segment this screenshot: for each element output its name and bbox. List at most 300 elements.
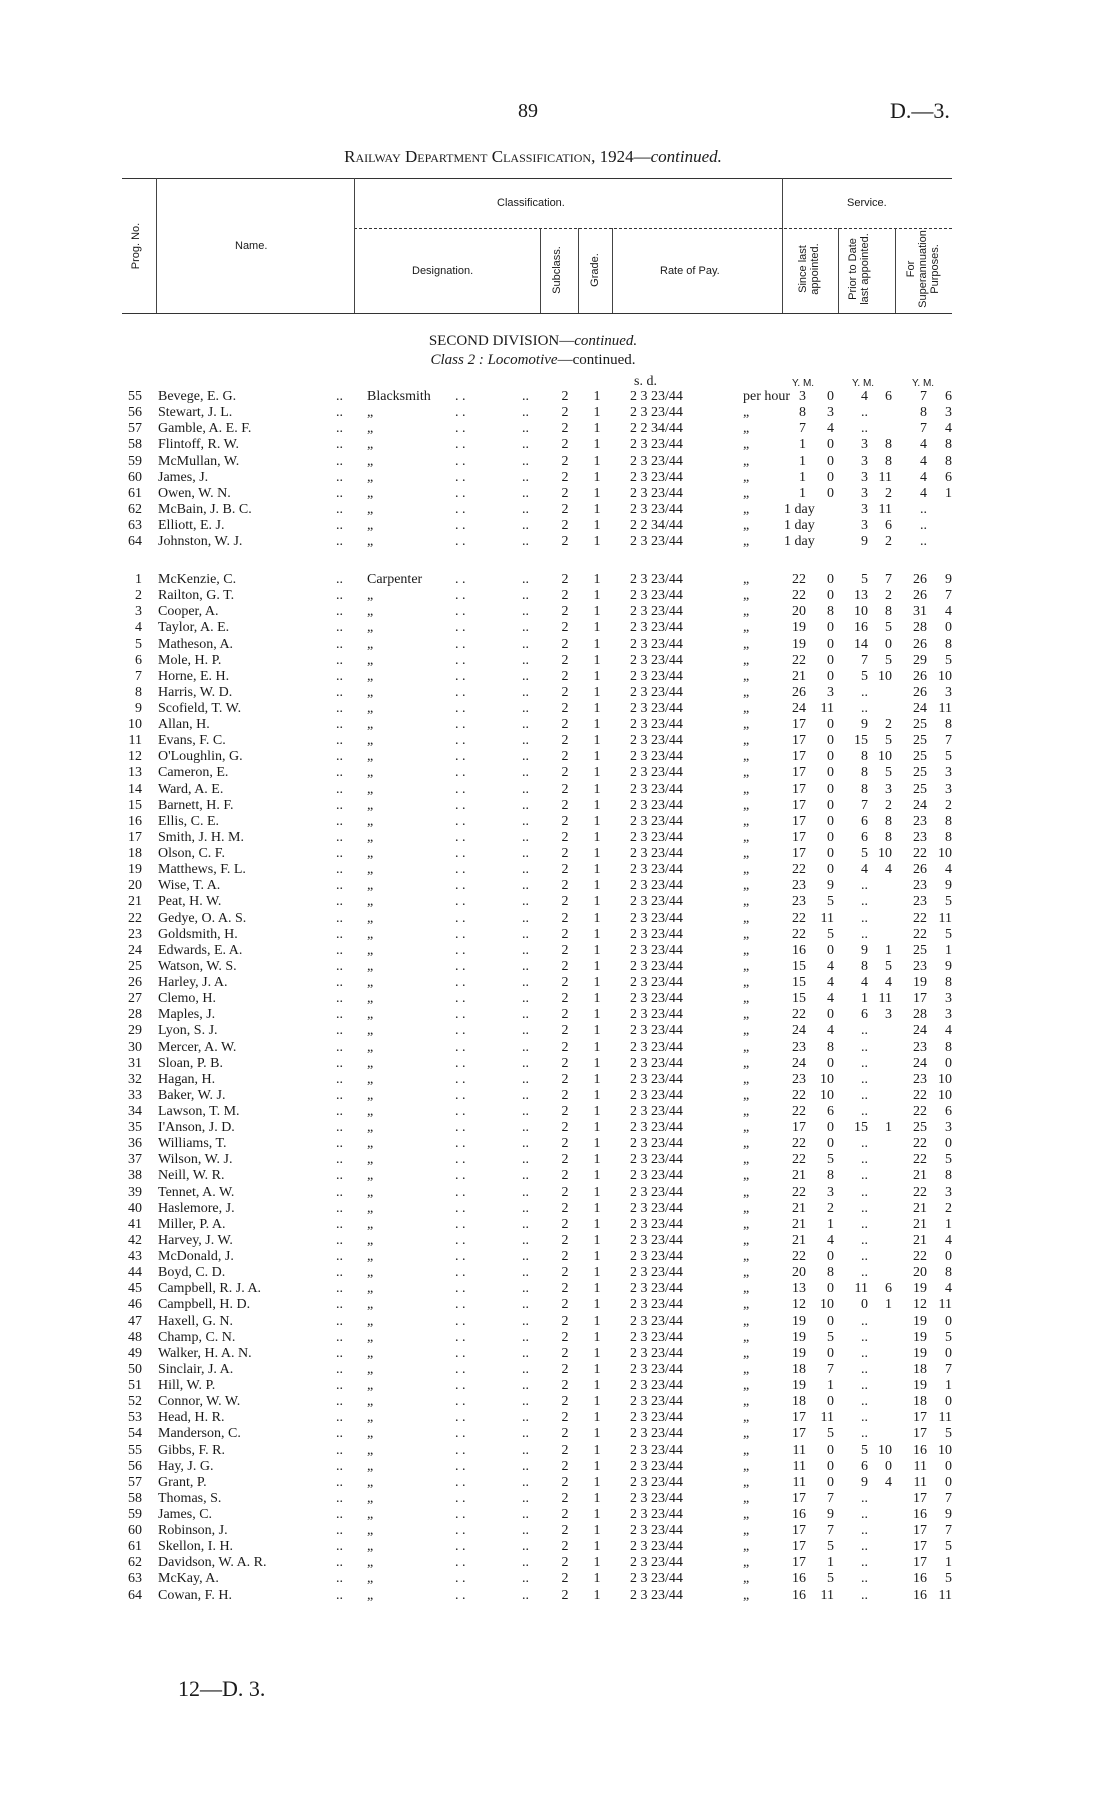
dot-leader: .. (522, 781, 529, 797)
dot-leader: .. (336, 421, 343, 437)
subclass: 2 (561, 1055, 569, 1071)
prior-months: 10 (878, 668, 892, 684)
employee-name: O'Loughlin, G. (158, 749, 243, 765)
dot-leader: .. (522, 1345, 529, 1361)
rate-of-pay: 2 3 23/44 (630, 501, 683, 517)
since-last-years: 1 (799, 469, 806, 485)
dot-leader: .. (336, 1152, 343, 1168)
employee-name: Clemo, H. (158, 991, 216, 1007)
since-last-years: 15 (792, 958, 806, 974)
super-months: 7 (945, 1523, 952, 1539)
pay-unit: „ (743, 797, 750, 813)
grade: 1 (593, 1184, 601, 1200)
pay-unit: „ (743, 846, 750, 861)
dot-leader: . . (455, 1168, 466, 1184)
prior-months: 3 (885, 781, 892, 797)
prog-no: 30 (128, 1039, 142, 1055)
rate-of-pay: 2 3 23/44 (630, 1039, 683, 1055)
header-top-rule (122, 178, 952, 179)
employee-name: Scofield, T. W. (158, 701, 242, 716)
prog-no: 23 (128, 926, 142, 942)
super-years: .. (920, 518, 927, 533)
dot-leader: .. (336, 1490, 343, 1506)
prog-no: 60 (128, 1523, 142, 1539)
super-months: 8 (945, 636, 952, 652)
col-divider (838, 228, 839, 313)
rate-of-pay: 2 3 23/44 (630, 1136, 683, 1152)
dot-leader: . . (455, 652, 466, 668)
rate-of-pay: 2 3 23/44 (630, 485, 683, 501)
dot-leader: .. (336, 781, 343, 797)
prior-years: .. (861, 1087, 868, 1103)
prior-months: 10 (878, 749, 892, 765)
dot-leader: . . (455, 910, 466, 926)
rate-of-pay: 2 3 23/44 (630, 389, 683, 404)
super-years: 23 (913, 894, 927, 910)
super-years: .. (920, 534, 927, 550)
dot-leader: .. (336, 1104, 343, 1119)
super-years: 26 (913, 636, 927, 652)
super-months: 4 (945, 1023, 952, 1039)
subclass: 2 (561, 1555, 569, 1571)
employee-name: Wilson, W. J. (158, 1152, 233, 1168)
prior-months: 0 (885, 1458, 892, 1474)
prior-years: .. (861, 1587, 868, 1603)
prior-years: 3 (861, 518, 868, 533)
prog-no: 6 (135, 652, 142, 668)
super-years: 23 (913, 878, 927, 894)
rate-of-pay: 2 3 23/44 (630, 1055, 683, 1071)
super-months: 3 (945, 991, 952, 1007)
prior-years: 9 (861, 942, 868, 958)
designation: „ (367, 1571, 374, 1587)
since-last-months: 8 (827, 1265, 834, 1281)
grade: 1 (593, 797, 601, 813)
grade: 1 (593, 846, 601, 861)
super-months: 0 (945, 620, 952, 636)
super-years: 24 (913, 797, 927, 813)
dot-leader: .. (522, 1087, 529, 1103)
dot-leader: . . (455, 1136, 466, 1152)
designation: „ (367, 717, 374, 733)
designation: „ (367, 813, 374, 829)
since-last-years: 17 (792, 829, 806, 845)
since-last-months: 0 (827, 485, 834, 501)
dot-leader: .. (522, 765, 529, 781)
since-last-months: 5 (827, 1329, 834, 1345)
employee-name: Robinson, J. (158, 1523, 228, 1539)
table-row (0, 486, 1114, 502)
dot-leader: . . (455, 1232, 466, 1248)
col-divider (354, 178, 355, 313)
pay-unit: „ (743, 701, 750, 716)
dot-leader: .. (522, 910, 529, 926)
prior-months: 10 (878, 1442, 892, 1458)
rate-of-pay: 2 3 23/44 (630, 1313, 683, 1329)
grade: 1 (593, 1120, 601, 1136)
dot-leader: . . (455, 1184, 466, 1200)
table-row (0, 1588, 1114, 1604)
super-years: 19 (913, 1345, 927, 1361)
prog-no: 60 (128, 469, 142, 485)
prog-no: 61 (128, 1539, 142, 1555)
dot-leader: . . (455, 1007, 466, 1023)
table-row (0, 1507, 1114, 1523)
super-years: 21 (913, 1216, 927, 1232)
rate-of-pay: 2 3 23/44 (630, 733, 683, 749)
prior-years: .. (861, 1555, 868, 1571)
designation: „ (367, 501, 374, 517)
rate-of-pay: 2 3 23/44 (630, 652, 683, 668)
dot-leader: .. (336, 829, 343, 845)
rate-of-pay: 2 3 23/44 (630, 684, 683, 700)
dot-leader: . . (455, 588, 466, 604)
dot-leader: .. (522, 1410, 529, 1426)
prog-no: 58 (128, 1490, 142, 1506)
subclass: 2 (561, 1265, 569, 1281)
dot-leader: . . (455, 1539, 466, 1555)
subclass: 2 (561, 942, 569, 958)
dot-leader: .. (336, 1313, 343, 1329)
super-years: 23 (913, 958, 927, 974)
dot-leader: . . (455, 1426, 466, 1442)
rate-of-pay: 2 3 23/44 (630, 1442, 683, 1458)
dot-leader: .. (522, 1120, 529, 1136)
prog-no: 28 (128, 1007, 142, 1023)
subclass: 2 (561, 534, 569, 550)
employee-name: McKay, A. (158, 1571, 219, 1587)
super-months: 9 (945, 572, 952, 587)
employee-name: James, C. (158, 1507, 213, 1522)
prior-months: 5 (885, 765, 892, 781)
super-years: 25 (913, 749, 927, 765)
table-row (0, 1314, 1114, 1330)
designation: „ (367, 668, 374, 684)
table-row (0, 943, 1114, 959)
page-number: 89 (518, 100, 538, 122)
dot-leader: .. (522, 668, 529, 684)
since-last-years: 7 (799, 421, 806, 437)
subclass: 2 (561, 1168, 569, 1184)
prior-years: .. (861, 1394, 868, 1410)
dot-leader: .. (522, 991, 529, 1007)
super-years: 17 (913, 991, 927, 1007)
dot-leader: .. (522, 501, 529, 517)
table-row (0, 669, 1114, 685)
rate-of-pay: 2 3 23/44 (630, 1474, 683, 1490)
prog-no: 26 (128, 975, 142, 990)
super-years: 22 (913, 846, 927, 861)
table-row (0, 454, 1114, 470)
employee-name: Neill, W. R. (158, 1168, 225, 1184)
prior-months: 8 (885, 813, 892, 829)
grade: 1 (593, 469, 601, 485)
dot-leader: . . (455, 894, 466, 910)
prior-years: .. (861, 1265, 868, 1281)
employee-name: Hay, J. G. (158, 1458, 214, 1474)
designation: „ (367, 1539, 374, 1555)
dot-leader: .. (336, 1023, 343, 1039)
dot-leader: .. (336, 1039, 343, 1055)
prog-no: 50 (128, 1361, 142, 1377)
super-years: .. (920, 501, 927, 517)
since-last-months: 0 (827, 453, 834, 469)
dot-leader: .. (522, 717, 529, 733)
prior-years: .. (861, 421, 868, 437)
grade: 1 (593, 1200, 601, 1216)
footer-signature: 12—D. 3. (178, 1676, 266, 1701)
super-months: 8 (945, 813, 952, 829)
employee-name: Barnett, H. F. (158, 797, 234, 813)
pay-unit: „ (743, 1071, 750, 1087)
since-last-years: 22 (792, 910, 806, 926)
dot-leader: .. (336, 636, 343, 652)
dot-leader: .. (336, 910, 343, 926)
employee-name: Railton, G. T. (158, 588, 235, 604)
super-years: 17 (913, 1490, 927, 1506)
since-last-months: 2 (827, 1200, 834, 1216)
employee-name: Gamble, A. E. F. (158, 421, 252, 437)
prog-no: 48 (128, 1329, 142, 1345)
super-years: 24 (913, 701, 927, 716)
table-row (0, 911, 1114, 927)
prior-months: 1 (885, 1120, 892, 1136)
since-last-years: 23 (792, 1071, 806, 1087)
dot-leader: .. (522, 1523, 529, 1539)
prog-no: 1 (135, 572, 142, 587)
pay-unit: „ (743, 620, 750, 636)
employee-name: Hagan, H. (158, 1071, 216, 1087)
grade: 1 (593, 926, 601, 942)
prior-months: 2 (885, 534, 892, 550)
designation: „ (367, 1297, 374, 1313)
pay-unit: „ (743, 1329, 750, 1345)
dot-leader: .. (336, 1184, 343, 1200)
rate-of-pay: 2 3 23/44 (630, 878, 683, 894)
dot-leader: .. (336, 518, 343, 533)
employee-name: Ward, A. E. (158, 781, 224, 797)
since-last-years: 17 (792, 1539, 806, 1555)
since-last-header: Since last appointed. (797, 243, 821, 295)
dot-leader: .. (522, 846, 529, 861)
dot-leader: .. (522, 1104, 529, 1119)
pay-unit: „ (743, 1007, 750, 1023)
subclass: 2 (561, 1120, 569, 1136)
rate-of-pay: 2 3 23/44 (630, 1410, 683, 1426)
table-row (0, 620, 1114, 636)
table-row (0, 1233, 1114, 1249)
pay-unit: „ (743, 910, 750, 926)
prior-months: 11 (878, 991, 892, 1007)
dot-leader: . . (455, 733, 466, 749)
dot-leader: .. (336, 485, 343, 501)
designation: „ (367, 1055, 374, 1071)
subclass: 2 (561, 1394, 569, 1410)
since-last-years: 19 (792, 1329, 806, 1345)
designation: „ (367, 1023, 374, 1039)
rate-of-pay: 2 3 23/44 (630, 534, 683, 550)
dot-leader: . . (455, 781, 466, 797)
grade: 1 (593, 717, 601, 733)
dot-leader: .. (336, 453, 343, 469)
grade: 1 (593, 1426, 601, 1442)
super-months: 10 (938, 1087, 952, 1103)
prog-no: 8 (135, 684, 142, 700)
prior-months: 2 (885, 797, 892, 813)
dot-leader: .. (522, 1216, 529, 1232)
pay-unit: „ (743, 1410, 750, 1426)
employee-name: Olson, C. F. (158, 846, 225, 861)
dot-leader: . . (455, 1200, 466, 1216)
pay-unit: „ (743, 1571, 750, 1587)
designation: „ (367, 534, 374, 550)
rate-of-pay: 2 3 23/44 (630, 1523, 683, 1539)
designation: „ (367, 1329, 374, 1345)
dot-leader: .. (522, 684, 529, 700)
prog-no: 41 (128, 1216, 142, 1232)
pay-unit: „ (743, 1039, 750, 1055)
grade: 1 (593, 1361, 601, 1377)
prog-no: 12 (128, 749, 142, 765)
header-bottom-rule (122, 313, 952, 314)
pay-unit: „ (743, 405, 750, 421)
super-years: 17 (913, 1555, 927, 1571)
dot-leader: .. (336, 1329, 343, 1345)
prior-months: 0 (885, 636, 892, 652)
pay-unit: „ (743, 421, 750, 437)
superannuation-header: For Superannuation Purposes. (905, 230, 941, 308)
subclass: 2 (561, 1378, 569, 1393)
prog-no: 36 (128, 1136, 142, 1152)
prior-months: 1 (885, 1297, 892, 1313)
since-last-years: 1 day (784, 518, 815, 533)
super-years: 16 (913, 1571, 927, 1587)
super-years: 29 (913, 652, 927, 668)
since-last-months: 11 (820, 910, 834, 926)
table-row (0, 1523, 1114, 1539)
since-last-months: 1 (827, 1555, 834, 1571)
since-last-years: 19 (792, 1345, 806, 1361)
table-row (0, 588, 1114, 604)
prior-years: 15 (854, 1120, 868, 1136)
document-reference: D.—3. (890, 98, 950, 123)
grade: 1 (593, 389, 601, 404)
dot-leader: .. (336, 1120, 343, 1136)
table-row (0, 862, 1114, 878)
since-last-years: 24 (792, 1055, 806, 1071)
dot-leader: . . (455, 991, 466, 1007)
subclass: 2 (561, 1184, 569, 1200)
dot-leader: . . (455, 604, 466, 620)
prog-no: 4 (135, 620, 142, 636)
grade: 1 (593, 437, 601, 453)
subclass: 2 (561, 1216, 569, 1232)
designation: „ (367, 1442, 374, 1458)
since-last-months: 0 (827, 1136, 834, 1152)
super-years: 19 (913, 1329, 927, 1345)
since-last-months: 9 (827, 878, 834, 894)
prog-no: 40 (128, 1200, 142, 1216)
super-years: 24 (913, 1055, 927, 1071)
prior-years: .. (861, 1361, 868, 1377)
designation: „ (367, 894, 374, 910)
since-last-years: 24 (792, 1023, 806, 1039)
dot-leader: . . (455, 572, 466, 587)
employee-name: Walker, H. A. N. (158, 1345, 252, 1361)
subclass: 2 (561, 813, 569, 829)
super-months: 0 (945, 1345, 952, 1361)
name-header: Name. (235, 240, 268, 252)
since-last-years: 15 (792, 991, 806, 1007)
dot-leader: . . (455, 1120, 466, 1136)
prog-no: 21 (128, 894, 142, 910)
since-last-months: 3 (827, 405, 834, 421)
super-years: 26 (913, 684, 927, 700)
subclass: 2 (561, 572, 569, 587)
dot-leader: .. (336, 701, 343, 716)
dot-leader: . . (455, 437, 466, 453)
employee-name: Maples, J. (158, 1007, 216, 1023)
prior-months: 7 (885, 572, 892, 587)
employee-name: Allan, H. (158, 717, 210, 733)
super-months: 11 (938, 1297, 952, 1313)
employee-name: Bevege, E. G. (158, 389, 237, 404)
since-last-years: 20 (792, 1265, 806, 1281)
dot-leader: .. (336, 717, 343, 733)
super-months: 0 (945, 1136, 952, 1152)
dot-leader: .. (336, 604, 343, 620)
designation: „ (367, 926, 374, 942)
since-last-years: 21 (792, 1200, 806, 1216)
super-months: 5 (945, 749, 952, 765)
prior-months: 8 (885, 453, 892, 469)
since-last-years: 22 (792, 588, 806, 604)
subclass: 2 (561, 1361, 569, 1377)
pay-unit: „ (743, 1458, 750, 1474)
grade: 1 (593, 668, 601, 684)
since-last-years: 19 (792, 620, 806, 636)
super-months: 8 (945, 829, 952, 845)
dot-leader: .. (522, 1539, 529, 1555)
pay-unit: „ (743, 829, 750, 845)
grade: 1 (593, 588, 601, 604)
super-years: 21 (913, 1200, 927, 1216)
rate-of-pay: 2 3 23/44 (630, 1297, 683, 1313)
designation: „ (367, 1555, 374, 1571)
since-last-years: 20 (792, 604, 806, 620)
designation: „ (367, 829, 374, 845)
rate-of-pay: 2 3 23/44 (630, 405, 683, 421)
super-years: 21 (913, 1168, 927, 1184)
table-row (0, 1249, 1114, 1265)
designation: „ (367, 1313, 374, 1329)
subclass: 2 (561, 437, 569, 453)
super-years: 17 (913, 1523, 927, 1539)
since-last-years: 1 (799, 453, 806, 469)
dot-leader: . . (455, 1361, 466, 1377)
super-months: 5 (945, 1426, 952, 1442)
employee-name: Campbell, H. D. (158, 1297, 251, 1313)
employee-name: James, J. (158, 469, 209, 485)
rate-of-pay: 2 3 23/44 (630, 717, 683, 733)
since-last-months: 11 (820, 701, 834, 716)
prog-no: 24 (128, 942, 142, 958)
dot-leader: . . (455, 389, 466, 404)
since-last-years: 17 (792, 717, 806, 733)
since-last-months: 0 (827, 588, 834, 604)
dot-leader: . . (455, 1023, 466, 1039)
rate-of-pay: 2 3 23/44 (630, 813, 683, 829)
